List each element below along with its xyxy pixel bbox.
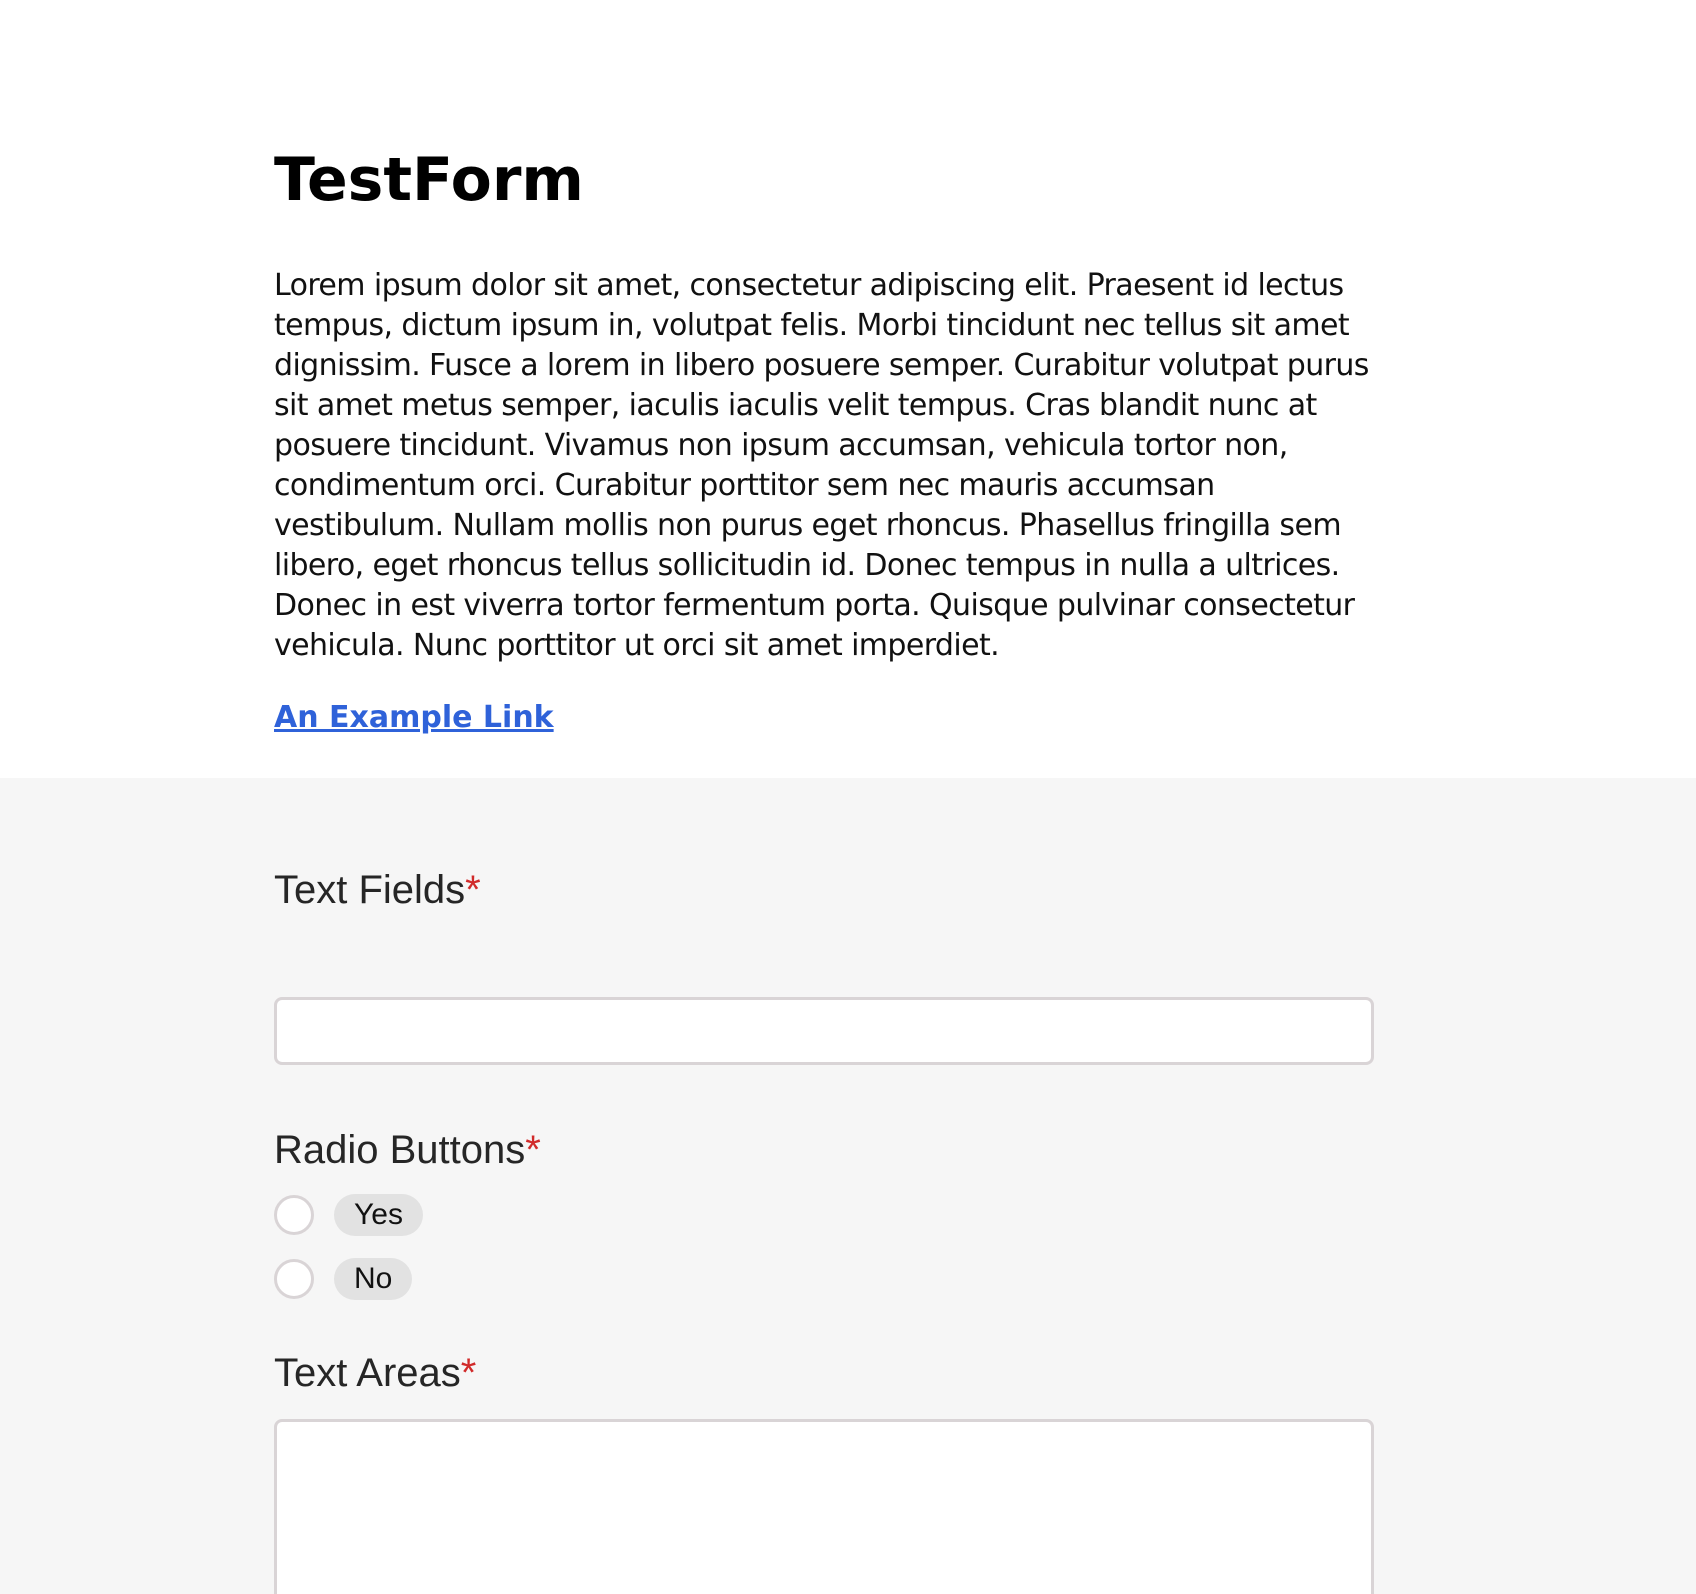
text-field-label-text: Text Fields xyxy=(274,868,466,912)
text-area-label-text: Text Areas xyxy=(274,1351,461,1395)
radio-group-label xyxy=(274,1125,541,1175)
text-area-input[interactable] xyxy=(274,1419,1374,1594)
radio-label-no[interactable]: No xyxy=(334,1258,412,1300)
radio-group-label-text: Radio Buttons xyxy=(274,1128,526,1172)
text-field-input[interactable] xyxy=(274,997,1374,1065)
radio-option-yes[interactable] xyxy=(274,1193,423,1237)
form-section xyxy=(0,778,1696,1594)
radio-circle-yes[interactable] xyxy=(274,1195,314,1235)
radio-label-yes[interactable]: Yes xyxy=(334,1194,423,1236)
radio-circle-no[interactable] xyxy=(274,1259,314,1299)
example-link[interactable]: An Example Link xyxy=(274,700,554,735)
required-marker: * xyxy=(525,1128,541,1172)
radio-option-no[interactable] xyxy=(274,1257,412,1301)
intro-description: Lorem ipsum dolor sit amet, consectetur adipiscing elit. Praesent id lectus tempus, dictum ipsum in, volutpat felis. Morbi tincidunt nec tellus sit amet dignissim. Fusce a lorem in libero posuere semper. Curabitur volutpat purus sit amet metus semper, iaculis iaculis velit tempus. Cras blandit nunc at posuere tincidunt. Vivamus non ipsum accumsan, vehicula tortor non, condimentum orci. Curabitur porttitor sem nec mauris accumsan vestibulum. Nullam mollis non purus eget rhoncus. Phasellus fringilla sem libero, eget rhoncus tellus sollicitudin id. Donec tempus in nulla a ultrices. Donec in est viverra tortor fermentum porta. Quisque pulvinar consectetur vehicula. Nunc porttitor ut orci sit amet imperdiet. xyxy=(274,268,1369,663)
page-title: TestForm xyxy=(274,145,584,215)
required-marker: * xyxy=(465,868,481,912)
text-area-label xyxy=(274,1348,476,1398)
text-field-label xyxy=(274,865,481,915)
intro-section xyxy=(0,0,1696,778)
required-marker: * xyxy=(460,1351,477,1395)
